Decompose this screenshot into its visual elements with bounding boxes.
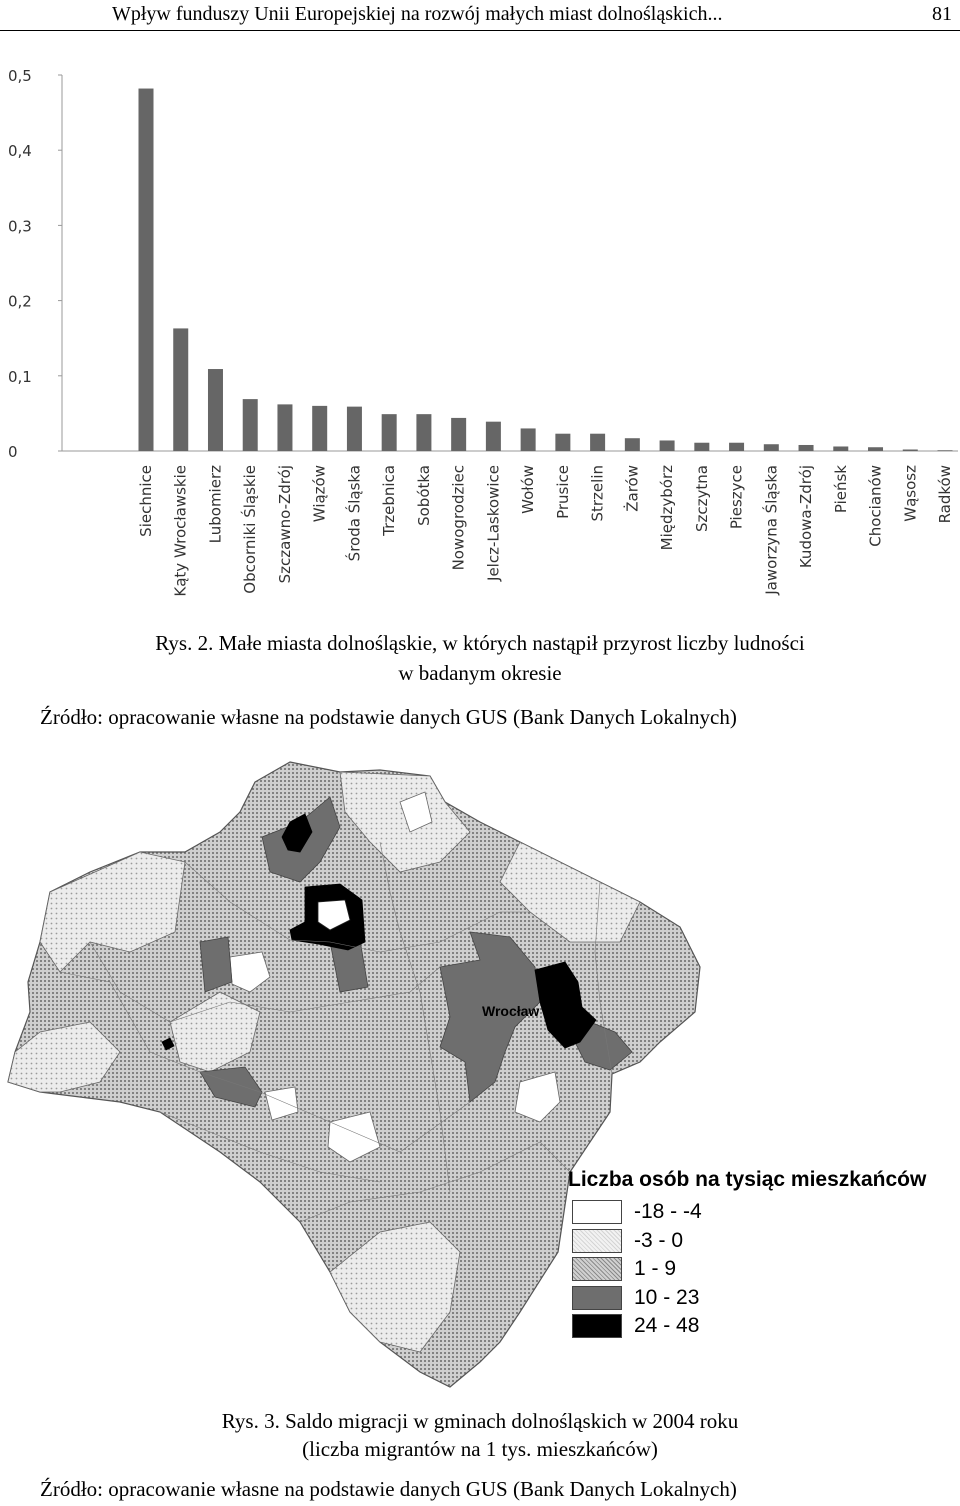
legend-row bbox=[568, 1255, 960, 1284]
bar bbox=[416, 414, 431, 451]
bar bbox=[486, 422, 501, 451]
page-number: 81 bbox=[932, 3, 952, 25]
x-tick-label: Prusice bbox=[553, 465, 572, 519]
legend-label: -3 - 0 bbox=[634, 1228, 684, 1252]
page-header bbox=[0, 0, 960, 31]
legend-swatch-mid bbox=[572, 1257, 622, 1281]
legend-row bbox=[568, 1312, 960, 1341]
y-tick-label: 0,1 bbox=[8, 367, 32, 386]
bar bbox=[139, 89, 154, 451]
bar bbox=[590, 434, 605, 451]
x-tick-label: Środa Śląska bbox=[345, 465, 364, 562]
y-tick-label: 0,2 bbox=[8, 292, 32, 311]
figure-3-caption-line2: (liczba migrantów na 1 tys. mieszkańców) bbox=[302, 1437, 658, 1461]
x-tick-label: Strzelin bbox=[588, 465, 607, 522]
bar bbox=[625, 438, 640, 451]
x-tick-label: Trzebnica bbox=[380, 465, 399, 536]
bar bbox=[903, 449, 918, 451]
x-tick-label: Wołów bbox=[519, 465, 538, 514]
x-tick-label: Lubomierz bbox=[206, 465, 225, 544]
bar bbox=[833, 446, 848, 451]
bar bbox=[660, 440, 675, 451]
legend-title: Liczba osób na tysiąc mieszkańców bbox=[568, 1168, 927, 1191]
x-tick-label: Siechnice bbox=[137, 465, 155, 537]
bar bbox=[243, 399, 258, 451]
running-title: Wpływ funduszy Unii Europejskiej na rozwój małych miast dolnośląskich... bbox=[112, 3, 723, 25]
city-label-wroclaw: Wrocław bbox=[482, 1003, 540, 1019]
bar bbox=[521, 428, 536, 451]
x-tick-label: Wiązów bbox=[310, 465, 329, 523]
bar bbox=[868, 447, 883, 451]
area-dark-west bbox=[200, 937, 232, 992]
legend-label: 1 - 9 bbox=[634, 1257, 677, 1280]
map-legend bbox=[568, 1166, 960, 1341]
x-tick-label: Jaworzyna Śląska bbox=[762, 465, 781, 595]
x-tick-label: Nowogrodziec bbox=[449, 465, 468, 571]
bar bbox=[208, 369, 223, 451]
bar bbox=[729, 443, 744, 451]
x-tick-label: Sobótka bbox=[414, 465, 433, 526]
bar bbox=[173, 328, 188, 451]
bar bbox=[277, 404, 292, 451]
legend-label: 10 - 23 bbox=[634, 1285, 700, 1309]
legend-row bbox=[568, 1198, 960, 1227]
bar bbox=[764, 444, 779, 451]
bar bbox=[799, 445, 814, 451]
bar-chart bbox=[0, 55, 960, 615]
x-tick-label: Międzybórz bbox=[658, 465, 677, 551]
figure-2-source: Źródło: opracowanie własne na podstawie danych GUS (Bank Danych Lokalnych) bbox=[40, 705, 737, 729]
x-tick-label: Pieszyce bbox=[727, 465, 746, 530]
x-tick-label: Obcorniki Śląskie bbox=[241, 465, 260, 594]
figure-3-caption-line1: Rys. 3. Saldo migracji w gminach dolnośląskich w 2004 roku bbox=[221, 1409, 739, 1433]
legend-swatch-black bbox=[572, 1314, 622, 1338]
bar bbox=[382, 414, 397, 451]
x-tick-label: Kudowa-Zdrój bbox=[797, 465, 816, 569]
figure-2-caption-line1: Rys. 2. Małe miasta dolnośląskie, w których nastąpił przyrost liczby ludności bbox=[155, 631, 805, 655]
legend-swatch-white bbox=[572, 1200, 622, 1224]
legend-swatch-light bbox=[572, 1229, 622, 1253]
y-tick-label: 0,3 bbox=[8, 217, 32, 236]
x-tick-label: Szczytna bbox=[692, 465, 711, 532]
legend-label: 24 - 48 bbox=[634, 1314, 700, 1337]
bar bbox=[938, 450, 953, 451]
bar bbox=[451, 418, 466, 451]
legend-label: -18 - -4 bbox=[634, 1200, 702, 1223]
x-tick-label: Jelcz-Laskowice bbox=[484, 465, 503, 581]
figure-2-caption-line2: w badanym okresie bbox=[398, 661, 562, 685]
x-tick-label: Kąty Wrocławskie bbox=[171, 465, 190, 597]
y-tick-label: 0 bbox=[8, 443, 18, 461]
bar bbox=[312, 406, 327, 451]
bar bbox=[694, 443, 709, 451]
y-tick-label: 0,4 bbox=[8, 142, 32, 161]
x-tick-label: Szczawno-Zdrój bbox=[275, 465, 294, 584]
x-tick-label: Pieńsk bbox=[831, 465, 850, 514]
x-tick-label: Radków bbox=[936, 465, 954, 524]
y-tick-label: 0,5 bbox=[8, 67, 32, 85]
bar bbox=[347, 407, 362, 451]
x-tick-label: Chocianów bbox=[866, 465, 885, 547]
legend-row bbox=[568, 1284, 960, 1313]
x-tick-label: Wąsosz bbox=[901, 465, 920, 522]
legend-row bbox=[568, 1227, 960, 1256]
figure-3-source: Źródło: opracowanie własne na podstawie danych GUS (Bank Danych Lokalnych) bbox=[40, 1477, 737, 1501]
bar bbox=[555, 434, 570, 451]
legend-swatch-dark bbox=[572, 1286, 622, 1310]
x-tick-label: Żarów bbox=[623, 465, 642, 512]
